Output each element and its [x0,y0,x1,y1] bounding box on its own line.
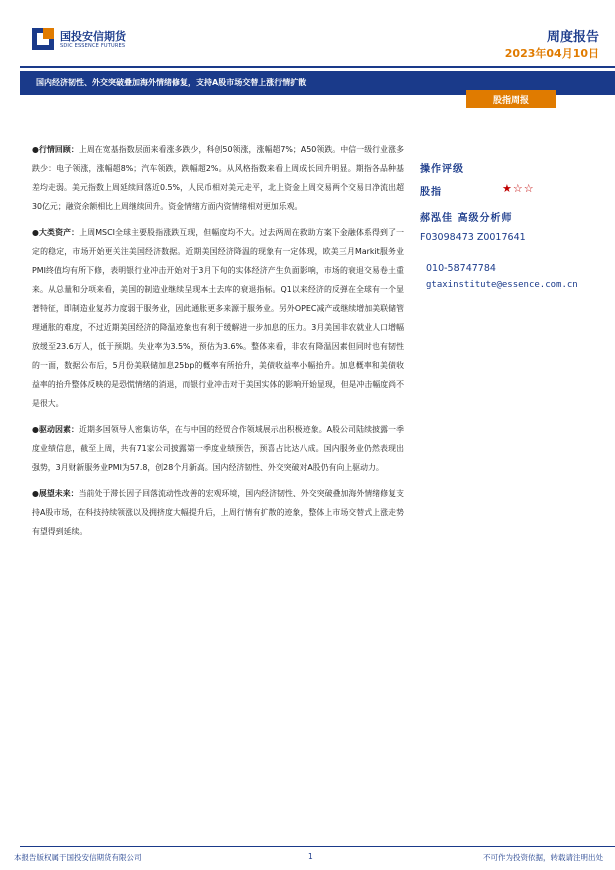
page-number: 1 [308,852,313,861]
asset-class-paragraph [32,223,404,413]
analyst-name: 郝泓佳 高级分析师 [420,213,513,224]
paragraph-text: 近期多国领导人密集访华，在与中国的经贸合作领域展示出积极迹象。A股公司陆续披露一季度业绩信息，截至上周，共有71家公司披露第一季度业绩预告，预喜占比达八成。国内服务业仍然表现出强势，3月财新服务业PMI为57.8，创28个月新高。国内经济韧性、外交突破对A股仍有向上驱动力。 [32,425,405,472]
rating-row [420,183,615,199]
drivers-paragraph [32,420,404,477]
paragraph-text: 上周在宽基指数层面来看涨多跌少，科创50领涨，涨幅超7%；A50领跌。中信一级行业涨多跌少：电子领涨，涨幅超8%；汽车领跌，跌幅超2%。从风格指数来看上周成长回升明显。期指各品种基差均走弱。美元指数上周延续回落近0.5%，人民币相对美元走平，北上资金上周交易两个交易日净流出超30亿元；融资余额相比上周继续回升。资金情绪方面内资情绪相对更加乐观。 [32,145,405,211]
logo-english-name: SDIC ESSENCE FUTURES [60,43,126,49]
paragraph-text: 上周MSCI全球主要股指涨跌互现，但幅度均不大。过去两周在救助方案下金融体系得到了一定的稳定，市场开始更关注美国经济数据。近期美国经济降温的现象有一定体现，欧美三月Markit服务业PMI终值均有所下修，表明银行业冲击开始对于3月下旬的实体经济产生负面影响，市场的衰退交易卷土重来。从总量和分项来看，美国的制造业继续呈现本土去库的衰退指标。Q1以来经济的反弹在全球有一个显著特征，即制造业复苏力度弱于服务业，因此通胀更多来源于服务业。另外OPEC减产或继续增加美联储管理通胀的难度，不过近期美国经济的降温迹象也有利于缓解进一步加息的压力。3月美国非农就业人口增幅放缓至23.6万人，低于预期。失业率为3.5%，预估为3.6%。整体来看，非农有降温因素但同时也有韧性的一面，数据公布后，5月份美联储加息25bp的概率有所抬升，美债收益率小幅抬升。加息概率和美债收益率的抬升整体反映的是恐慌情绪的消退，而银行业冲击对于美国实体的影响开始显现，但是冲击幅度尚不是很大。 [32,228,405,408]
paragraph-heading: ●行情回顾： [32,145,79,154]
report-date: 2023年04月10日 [504,47,599,60]
paragraph-heading: ●大类资产： [32,228,80,237]
category-tag [466,90,556,108]
paragraph-heading: ●驱动因素： [32,425,79,434]
rating-title: 操作评级 [420,164,464,175]
report-title: 国内经济韧性、外交突破叠加海外情绪修复，支持A股市场交替上涨行情扩散 [36,78,307,87]
rating-stars-icon: ★☆☆ [502,182,535,195]
report-type: 周度报告 [546,30,599,45]
company-logo [32,26,142,54]
sidebar [420,160,615,290]
paragraph-text: 当前处于滞长因子回落流动性改善的宏观环境，国内经济韧性、外交突破叠加海外情绪修复支持A股市场，在科技持续领涨以及拥挤度大幅提升后，上周行情有扩散的迹象，整体上市场交替式上涨走势有望得到延续。 [32,489,404,536]
rating-index-label: 股指 [420,187,442,198]
footer-disclaimer: 不可作为投资依据，转载请注明出处 [483,853,603,862]
footer-rule [20,846,615,847]
header-rule [20,66,615,68]
analyst-certificate: F03098473 Z0017641 [420,232,526,243]
logo-chinese-name: 国投安信期货 [60,30,126,43]
contact-email[interactable]: gtaxinstitute@essence.com.cn [426,280,578,290]
footer-copyright: 本报告版权属于国投安信期货有限公司 [14,853,142,862]
contact-phone: 010-58747784 [426,263,496,274]
logo-mark-icon [32,28,54,50]
report-body [32,140,404,548]
outlook-paragraph [32,484,404,541]
paragraph-heading: ●展望未来： [32,489,79,498]
market-review-paragraph [32,140,404,216]
category-tag-label: 股指周报 [492,96,529,106]
